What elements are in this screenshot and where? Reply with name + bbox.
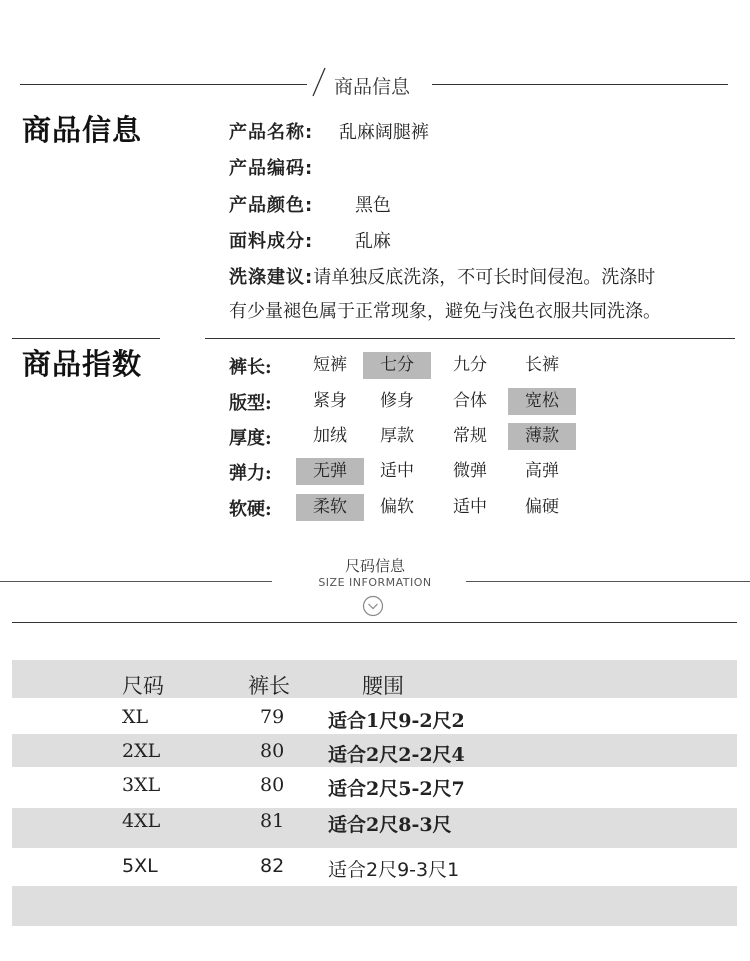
size-cell: 3XL — [122, 774, 161, 796]
index-label: 弹力: — [229, 463, 272, 484]
header-slash-icon — [309, 66, 329, 98]
length-cell: 79 — [260, 706, 285, 728]
length-cell: 80 — [260, 774, 285, 796]
info-value: 乱麻阔腿裤 — [338, 122, 429, 143]
index-option: 合体 — [453, 391, 487, 411]
size-rule-left — [0, 581, 272, 582]
index-option-selected: 无弹 — [296, 458, 364, 485]
length-cell: 80 — [260, 740, 285, 762]
info-row-material — [229, 227, 391, 253]
index-option-selected: 七分 — [363, 352, 431, 379]
length-cell: 82 — [260, 855, 285, 877]
info-value: 黑色 — [354, 195, 391, 216]
size-info-subtitle: SIZE INFORMATION — [318, 576, 432, 589]
index-label: 裤长: — [229, 357, 272, 378]
index-label: 软硬: — [229, 499, 272, 520]
info-row-color — [229, 191, 391, 217]
product-info-title: 商品信息 — [22, 113, 143, 147]
index-option: 加绒 — [313, 426, 347, 446]
size-cell: 2XL — [122, 740, 161, 762]
info-row-name — [229, 118, 429, 144]
index-option: 厚款 — [380, 426, 414, 446]
index-option: 微弹 — [453, 461, 487, 481]
info-label: 产品名称: — [229, 122, 314, 143]
index-option: 适中 — [380, 461, 414, 481]
size-rule-bottom — [12, 622, 737, 623]
size-info-title: 尺码信息 — [344, 557, 405, 575]
index-option-selected: 宽松 — [508, 388, 576, 415]
info-value: 乱麻 — [354, 231, 391, 252]
size-cell: XL — [122, 706, 149, 728]
wash-text-line1: 请单独反底洗涤，不可长时间侵泡。洗涤时 — [313, 267, 656, 288]
section-divider-left — [12, 338, 160, 339]
table-footer-band — [12, 886, 737, 926]
index-option: 长裤 — [525, 355, 559, 375]
table-header-waist: 腰围 — [362, 674, 404, 698]
size-cell: 5XL — [122, 855, 158, 877]
info-label: 产品编码: — [229, 158, 314, 179]
index-option-selected: 薄款 — [508, 423, 576, 450]
waist-cell: 适合2尺2-2尺4 — [328, 744, 465, 766]
index-option: 紧身 — [313, 391, 347, 411]
index-label: 版型: — [229, 393, 272, 414]
index-option: 短裤 — [313, 355, 347, 375]
wash-text-line2: 有少量褪色属于正常现象，避免与浅色衣服共同洗涤。 — [229, 301, 661, 322]
size-rule-right — [466, 581, 750, 582]
index-label: 厚度: — [229, 428, 272, 449]
length-cell: 81 — [260, 810, 285, 832]
index-option: 修身 — [380, 391, 414, 411]
table-header-size: 尺码 — [122, 674, 164, 698]
index-option: 偏软 — [380, 497, 414, 517]
info-label: 面料成分: — [229, 231, 314, 252]
info-row-wash — [229, 263, 655, 289]
size-cell: 4XL — [122, 810, 161, 832]
header-rule-left — [20, 84, 307, 85]
chevron-down-circle-icon — [362, 595, 384, 617]
index-option-selected: 柔软 — [296, 494, 364, 521]
info-row-code — [229, 154, 333, 180]
index-option: 九分 — [453, 355, 487, 375]
waist-cell: 适合1尺9-2尺2 — [328, 710, 465, 732]
product-index-title: 商品指数 — [22, 347, 143, 381]
waist-cell: 适合2尺5-2尺7 — [328, 778, 465, 800]
info-label: 洗涤建议: — [229, 267, 314, 288]
section-divider-right — [205, 338, 735, 339]
index-option: 偏硬 — [525, 497, 559, 517]
index-option: 高弹 — [525, 461, 559, 481]
index-option: 常规 — [453, 426, 487, 446]
table-header-length: 裤长 — [248, 674, 290, 698]
waist-cell: 适合2尺9-3尺1 — [328, 859, 460, 881]
header-rule-right — [432, 84, 728, 85]
waist-cell: 适合2尺8-3尺 — [328, 814, 452, 836]
index-option: 适中 — [453, 497, 487, 517]
info-label: 产品颜色: — [229, 195, 314, 216]
header-title: 商品信息 — [334, 76, 411, 98]
